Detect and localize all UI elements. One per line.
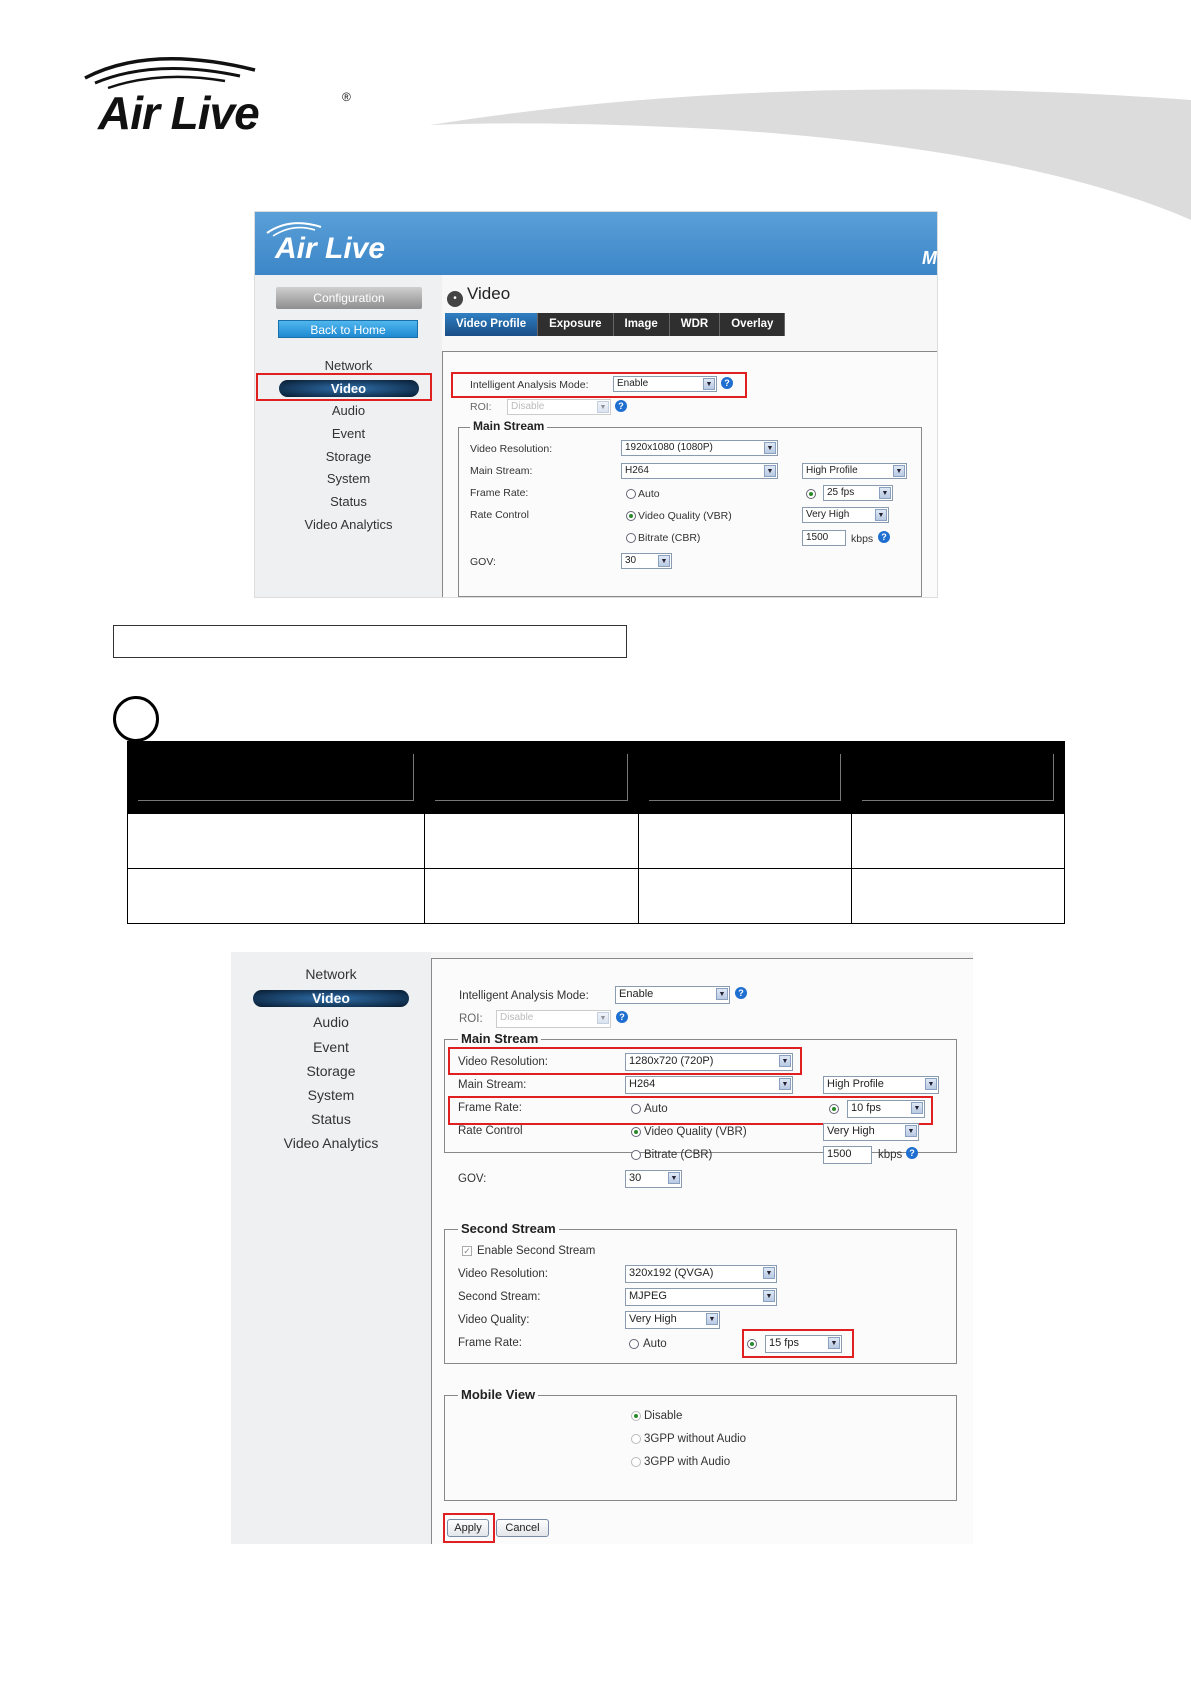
tab-video-profile[interactable]: Video Profile <box>445 313 538 336</box>
gov-select[interactable]: 30 ▼ <box>625 1170 682 1188</box>
chevron-down-icon: ▼ <box>763 1267 775 1279</box>
apply-button[interactable]: Apply <box>447 1519 489 1537</box>
vbr-radio[interactable] <box>626 511 636 521</box>
chevron-down-icon: ▼ <box>879 487 891 499</box>
registered-mark: ® <box>342 90 351 104</box>
frame-rate-fixed-radio[interactable] <box>806 489 816 499</box>
tab-bar <box>445 313 785 336</box>
highlight-frame-rate <box>448 1096 933 1125</box>
help-icon[interactable]: ? <box>906 1147 918 1159</box>
chevron-down-icon: ▼ <box>706 1313 718 1325</box>
main-stream-label: Main Stream: <box>458 1079 527 1091</box>
sidebar-item-status[interactable]: Status <box>330 494 367 510</box>
sidebar-item-storage[interactable]: Storage <box>325 448 372 464</box>
highlight-video-nav <box>256 373 432 401</box>
iam-select[interactable]: Enable ▼ <box>615 986 730 1004</box>
highlight-iam <box>451 372 747 398</box>
frame-rate-label: Frame Rate: <box>470 487 529 499</box>
main-stream-codec-select[interactable]: H264 ▼ <box>621 463 778 479</box>
sidebar-item-video-analytics[interactable]: Video Analytics <box>304 516 393 532</box>
back-to-home-button[interactable]: Back to Home <box>278 320 418 338</box>
frame-rate-label: Frame Rate: <box>458 1102 522 1114</box>
main-stream-codec-select[interactable]: H264 ▼ <box>625 1076 793 1094</box>
tab-wdr[interactable]: WDR <box>670 313 720 336</box>
chevron-down-icon: ▼ <box>779 1078 791 1090</box>
profile-select[interactable]: High Profile ▼ <box>823 1076 939 1094</box>
rate-control-label: Rate Control <box>458 1125 523 1137</box>
sidebar-item-storage[interactable]: Storage <box>306 1062 356 1079</box>
sidebar-item-video[interactable]: Video <box>231 986 431 1010</box>
bitrate-input[interactable]: 1500 <box>802 530 846 546</box>
sidebar-item-event[interactable]: Event <box>331 426 366 442</box>
mobile-view-legend: Mobile View <box>458 1387 538 1402</box>
screenshot-video-profile <box>254 211 938 598</box>
mobile-3gpp-audio-label: 3GPP with Audio <box>644 1456 731 1468</box>
step-marker <box>113 696 159 742</box>
table-header-cell <box>638 742 851 814</box>
sidebar-item-audio[interactable]: Audio <box>331 403 366 419</box>
main-stream-legend: Main Stream <box>458 1031 541 1046</box>
iam-select[interactable]: Enable ▼ <box>613 376 717 392</box>
second-stream-label: Second Stream: <box>458 1291 541 1303</box>
chevron-down-icon: ▼ <box>703 378 715 390</box>
caption-box <box>113 625 627 658</box>
cancel-button[interactable]: Cancel <box>496 1519 549 1537</box>
header-cut-text: M <box>922 248 937 268</box>
chevron-down-icon: ▼ <box>763 1290 775 1302</box>
main-stream-label: Main Stream: <box>470 465 533 477</box>
configuration-button[interactable]: Configuration <box>276 287 422 309</box>
main-stream-legend: Main Stream <box>470 419 547 433</box>
frame-rate-auto-label: Auto <box>638 488 660 500</box>
frame-rate-auto-radio[interactable] <box>626 489 636 499</box>
tab-overlay[interactable]: Overlay <box>720 313 785 336</box>
table-row <box>128 869 1065 924</box>
mobile-3gpp-noaudio-label: 3GPP without Audio <box>644 1433 747 1445</box>
chevron-down-icon: ▼ <box>716 988 728 1000</box>
ss-quality-label: Video Quality: <box>458 1314 530 1326</box>
chevron-down-icon: ▼ <box>905 1125 917 1137</box>
table-header-cell <box>851 742 1064 814</box>
sidebar-item-network[interactable]: Network <box>305 966 357 982</box>
tab-image[interactable]: Image <box>614 313 670 336</box>
airlive-logo <box>80 50 360 140</box>
chevron-down-icon: ▼ <box>597 1012 609 1024</box>
roi-select[interactable]: Disable ▼ <box>507 399 611 415</box>
table-row <box>128 814 1065 869</box>
ss-frame-rate-select[interactable]: 15 fps ▼ <box>765 1335 842 1353</box>
sidebar-item-status[interactable]: Status <box>311 1111 351 1128</box>
chevron-down-icon: ▼ <box>875 509 887 521</box>
ss-quality-select[interactable]: Very High ▼ <box>625 1311 720 1329</box>
table-header-cell <box>128 742 425 814</box>
help-icon[interactable]: ? <box>615 400 627 412</box>
second-stream-legend: Second Stream <box>458 1221 559 1236</box>
vbr-label: Video Quality (VBR) <box>644 1126 747 1138</box>
profile-select[interactable]: High Profile ▼ <box>802 463 907 479</box>
help-icon[interactable]: ? <box>735 987 747 999</box>
chevron-down-icon: ▼ <box>597 401 609 413</box>
gov-label: GOV: <box>458 1173 487 1185</box>
gov-label: GOV: <box>470 556 496 568</box>
roi-select[interactable]: Disable ▼ <box>496 1010 611 1028</box>
sidebar-nav <box>231 962 431 1156</box>
enable-second-stream-checkbox[interactable]: ✓ <box>463 1246 471 1256</box>
sidebar-item-video[interactable]: Video <box>255 378 442 401</box>
iam-label: Intelligent Analysis Mode: <box>459 990 589 1002</box>
video-resolution-label: Video Resolution: <box>470 443 553 455</box>
sidebar-item-video-analytics[interactable]: Video Analytics <box>283 1135 379 1152</box>
video-quality-select[interactable]: Very High ▼ <box>802 507 889 523</box>
ss-frame-rate-auto-label: Auto <box>643 1338 667 1350</box>
mobile-disable-label: Disable <box>644 1410 683 1422</box>
table-header-cell <box>425 742 638 814</box>
help-icon[interactable]: ? <box>878 531 890 543</box>
video-resolution-select[interactable]: 1920x1080 (1080P) ▼ <box>621 440 778 456</box>
sidebar-item-audio[interactable]: Audio <box>313 1014 349 1031</box>
sidebar-item-system[interactable]: System <box>326 471 371 487</box>
bitrate-unit: kbps <box>851 533 874 545</box>
frame-rate-select[interactable]: 10 fps ▼ <box>847 1100 925 1118</box>
logo-text: Air Live <box>98 87 259 139</box>
cbr-radio[interactable] <box>626 533 636 543</box>
roi-label: ROI: <box>470 401 492 413</box>
iam-label: Intelligent Analysis Mode: <box>470 379 589 391</box>
settings-table <box>127 741 1065 924</box>
video-resolution-select[interactable]: 1280x720 (720P) ▼ <box>625 1053 793 1071</box>
help-icon[interactable]: ? <box>616 1011 628 1023</box>
chevron-down-icon: ▼ <box>668 1172 680 1184</box>
video-quality-select[interactable]: Very High ▼ <box>823 1123 919 1141</box>
sidebar-item-network[interactable]: Network <box>324 358 373 373</box>
tab-exposure[interactable]: Exposure <box>538 313 613 336</box>
chevron-down-icon: ▼ <box>764 465 776 477</box>
ss-frame-rate-label: Frame Rate: <box>458 1337 522 1349</box>
vbr-label: Video Quality (VBR) <box>638 510 732 522</box>
sidebar-item-system[interactable]: System <box>307 1086 355 1103</box>
enable-second-stream-label: Enable Second Stream <box>477 1245 596 1257</box>
cbr-label: Bitrate (CBR) <box>644 1149 713 1161</box>
second-stream-codec-select[interactable]: MJPEG ▼ <box>625 1288 777 1306</box>
camera-header <box>255 212 938 275</box>
frame-rate-auto-label: Auto <box>644 1103 668 1115</box>
page-title: • Video <box>447 284 510 307</box>
highlight-resolution <box>448 1047 802 1075</box>
chevron-down-icon: ▼ <box>893 465 905 477</box>
chevron-down-icon: ▼ <box>828 1337 840 1349</box>
ss-resolution-label: Video Resolution: <box>458 1268 548 1280</box>
screenshot-video-settings <box>231 952 973 1544</box>
chevron-down-icon: ▼ <box>911 1102 923 1114</box>
video-icon: • <box>447 291 463 307</box>
chevron-down-icon: ▼ <box>658 555 670 567</box>
video-resolution-label: Video Resolution: <box>458 1056 548 1068</box>
vbr-radio[interactable] <box>631 1127 641 1137</box>
header-logo-text: Air Live <box>275 232 386 265</box>
ss-resolution-select[interactable]: 320x192 (QVGA) ▼ <box>625 1265 777 1283</box>
roi-label: ROI: <box>459 1013 483 1025</box>
sidebar-item-event[interactable]: Event <box>313 1038 349 1055</box>
chevron-down-icon: ▼ <box>779 1055 791 1067</box>
chevron-down-icon: ▼ <box>764 442 776 454</box>
frame-rate-select[interactable]: 25 fps ▼ <box>823 485 893 501</box>
bitrate-input[interactable]: 1500 <box>823 1146 872 1164</box>
help-icon[interactable]: ? <box>721 377 733 389</box>
bitrate-unit: kbps <box>878 1149 903 1161</box>
gov-select[interactable]: 30 ▼ <box>621 553 672 569</box>
header-swoosh <box>430 80 1191 230</box>
chevron-down-icon: ▼ <box>925 1078 937 1090</box>
cbr-label: Bitrate (CBR) <box>638 532 701 544</box>
rate-control-label: Rate Control <box>470 509 529 521</box>
